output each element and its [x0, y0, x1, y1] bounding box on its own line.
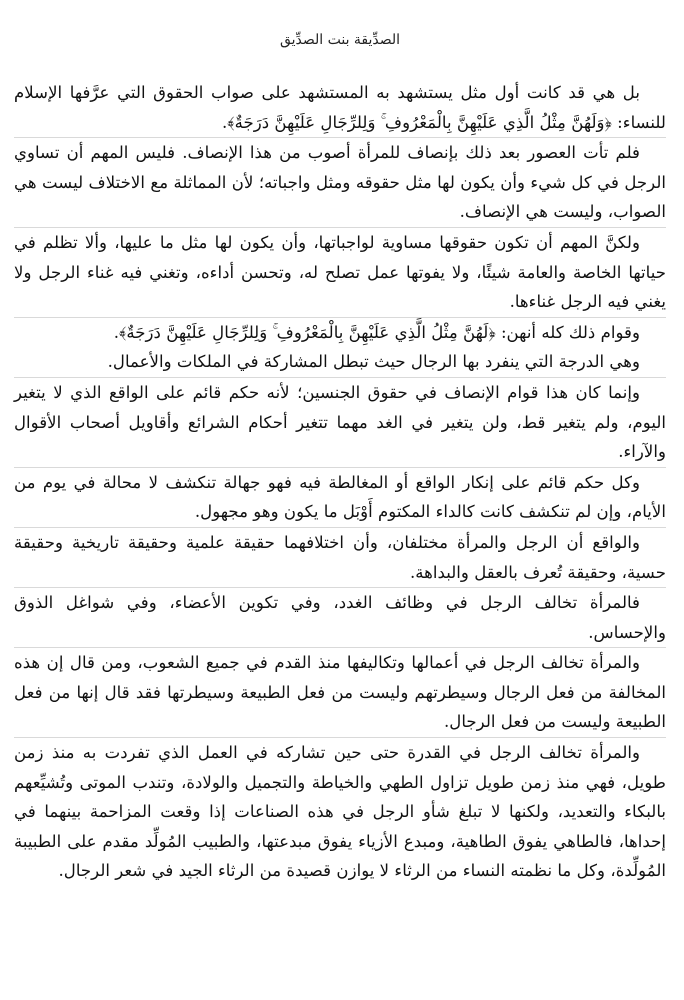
paragraph: وهي الدرجة التي ينفرد بها الرجال حيث تبطل المشاركة في الملكات والأعمال.	[14, 347, 666, 378]
paragraph: وكل حكم قائم على إنكار الواقع أو المغالطة فيه فهو جهالة تنكشف لا محالة في يوم من الأيام، وإن لم تنكشف كانت كالداء المكتوم أَوْبَل ما يكون وهو مجهول.	[14, 468, 666, 528]
paragraph: بل هي قد كانت أول مثل يستشهد به المستشهد على صواب الحقوق التي عرَّفها الإسلام للنساء: ﴿وَلَهُنَّ مِثْلُ الَّذِي عَلَيْهِنَّ بِالْمَعْرُوفِ ۚ وَلِلرِّجَالِ عَلَيْهِنَّ دَرَجَةٌ﴾.	[14, 78, 666, 138]
running-header: الصدِّيقة بنت الصدِّيق	[279, 32, 401, 48]
body-text	[14, 78, 666, 886]
paragraph: فالمرأة تخالف الرجل في وظائف الغدد، وفي تكوين الأعضاء، وفي شواغل الذوق والإحساس.	[14, 588, 666, 648]
paragraph: ولكنَّ المهم أن تكون حقوقها مساوية لواجباتها، وأن يكون لها مثل ما عليها، وألا تظلم في حياتها الخاصة والعامة شيئًا، ولا يفوتها عمل تصلح له، وتحسن أداءه، وتغني فيه غناء الرجل ولا يغني فيه الرجل غناءها.	[14, 228, 666, 318]
paragraph: والواقع أن الرجل والمرأة مختلفان، وأن اختلافهما حقيقة علمية وحقيقة تاريخية وحقيقة حسية، وحقيقة تُعرف بالعقل والبداهة.	[14, 528, 666, 588]
paragraph: وقوام ذلك كله أنهن: ﴿لَهُنَّ مِثْلُ الَّذِي عَلَيْهِنَّ بِالْمَعْرُوفِ ۚ وَلِلرِّجَالِ عَلَيْهِنَّ دَرَجَةٌ﴾.	[113, 322, 640, 342]
paragraph: والمرأة تخالف الرجل في أعمالها وتكاليفها منذ القدم في جميع الشعوب، ومن قال إن هذه المخالفة من فعل الرجال وسيطرتهم وليست من فعل الطبيعة وسيطرتها فقد قال إنها من فعل الطبيعة وليست من فعل الرجال.	[14, 648, 666, 738]
paragraph: والمرأة تخالف الرجل في القدرة حتى حين تشاركه في العمل الذي تفردت به منذ زمن طويل، فهي منذ زمن طويل تزاول الطهي والخياطة والتجميل والولادة، وتندب الموتى وتُشيِّعهم بالبكاء والتعديد، ولكنها لا تبلغ شأو الرجل في هذه الصناعات إذا وقعت المزاحمة بينهما في إحداها، فالطاهي يفوق الطاهية، ومبدع الأزياء يفوق مبدعتها، والطبيب المُولِّد مقدم على الطبيبة المُولِّدة، وكل ما نظمته النساء من الرثاء لا يوازن قصيدة من الرثاء الجيد في شعر الرجال.	[14, 743, 666, 881]
paragraph: وإنما كان هذا قوام الإنصاف في حقوق الجنسين؛ لأنه حكم قائم على الواقع الذي لا يتغير اليوم، ولم يتغير قط، ولن يتغير في الغد مهما تتغير أحكام الشرائع وأقاويل أصحاب الأقوال والآراء.	[14, 378, 666, 468]
paragraph: فلم تأت العصور بعد ذلك بإنصاف للمرأة أصوب من هذا الإنصاف. فليس المهم أن تساوي الرجل في كل شيء وأن يكون لها مثل حقوقه ومثل واجباته؛ لأن المماثلة مع الاختلاف ليست هي الصواب، وليست هي الإنصاف.	[14, 138, 666, 228]
